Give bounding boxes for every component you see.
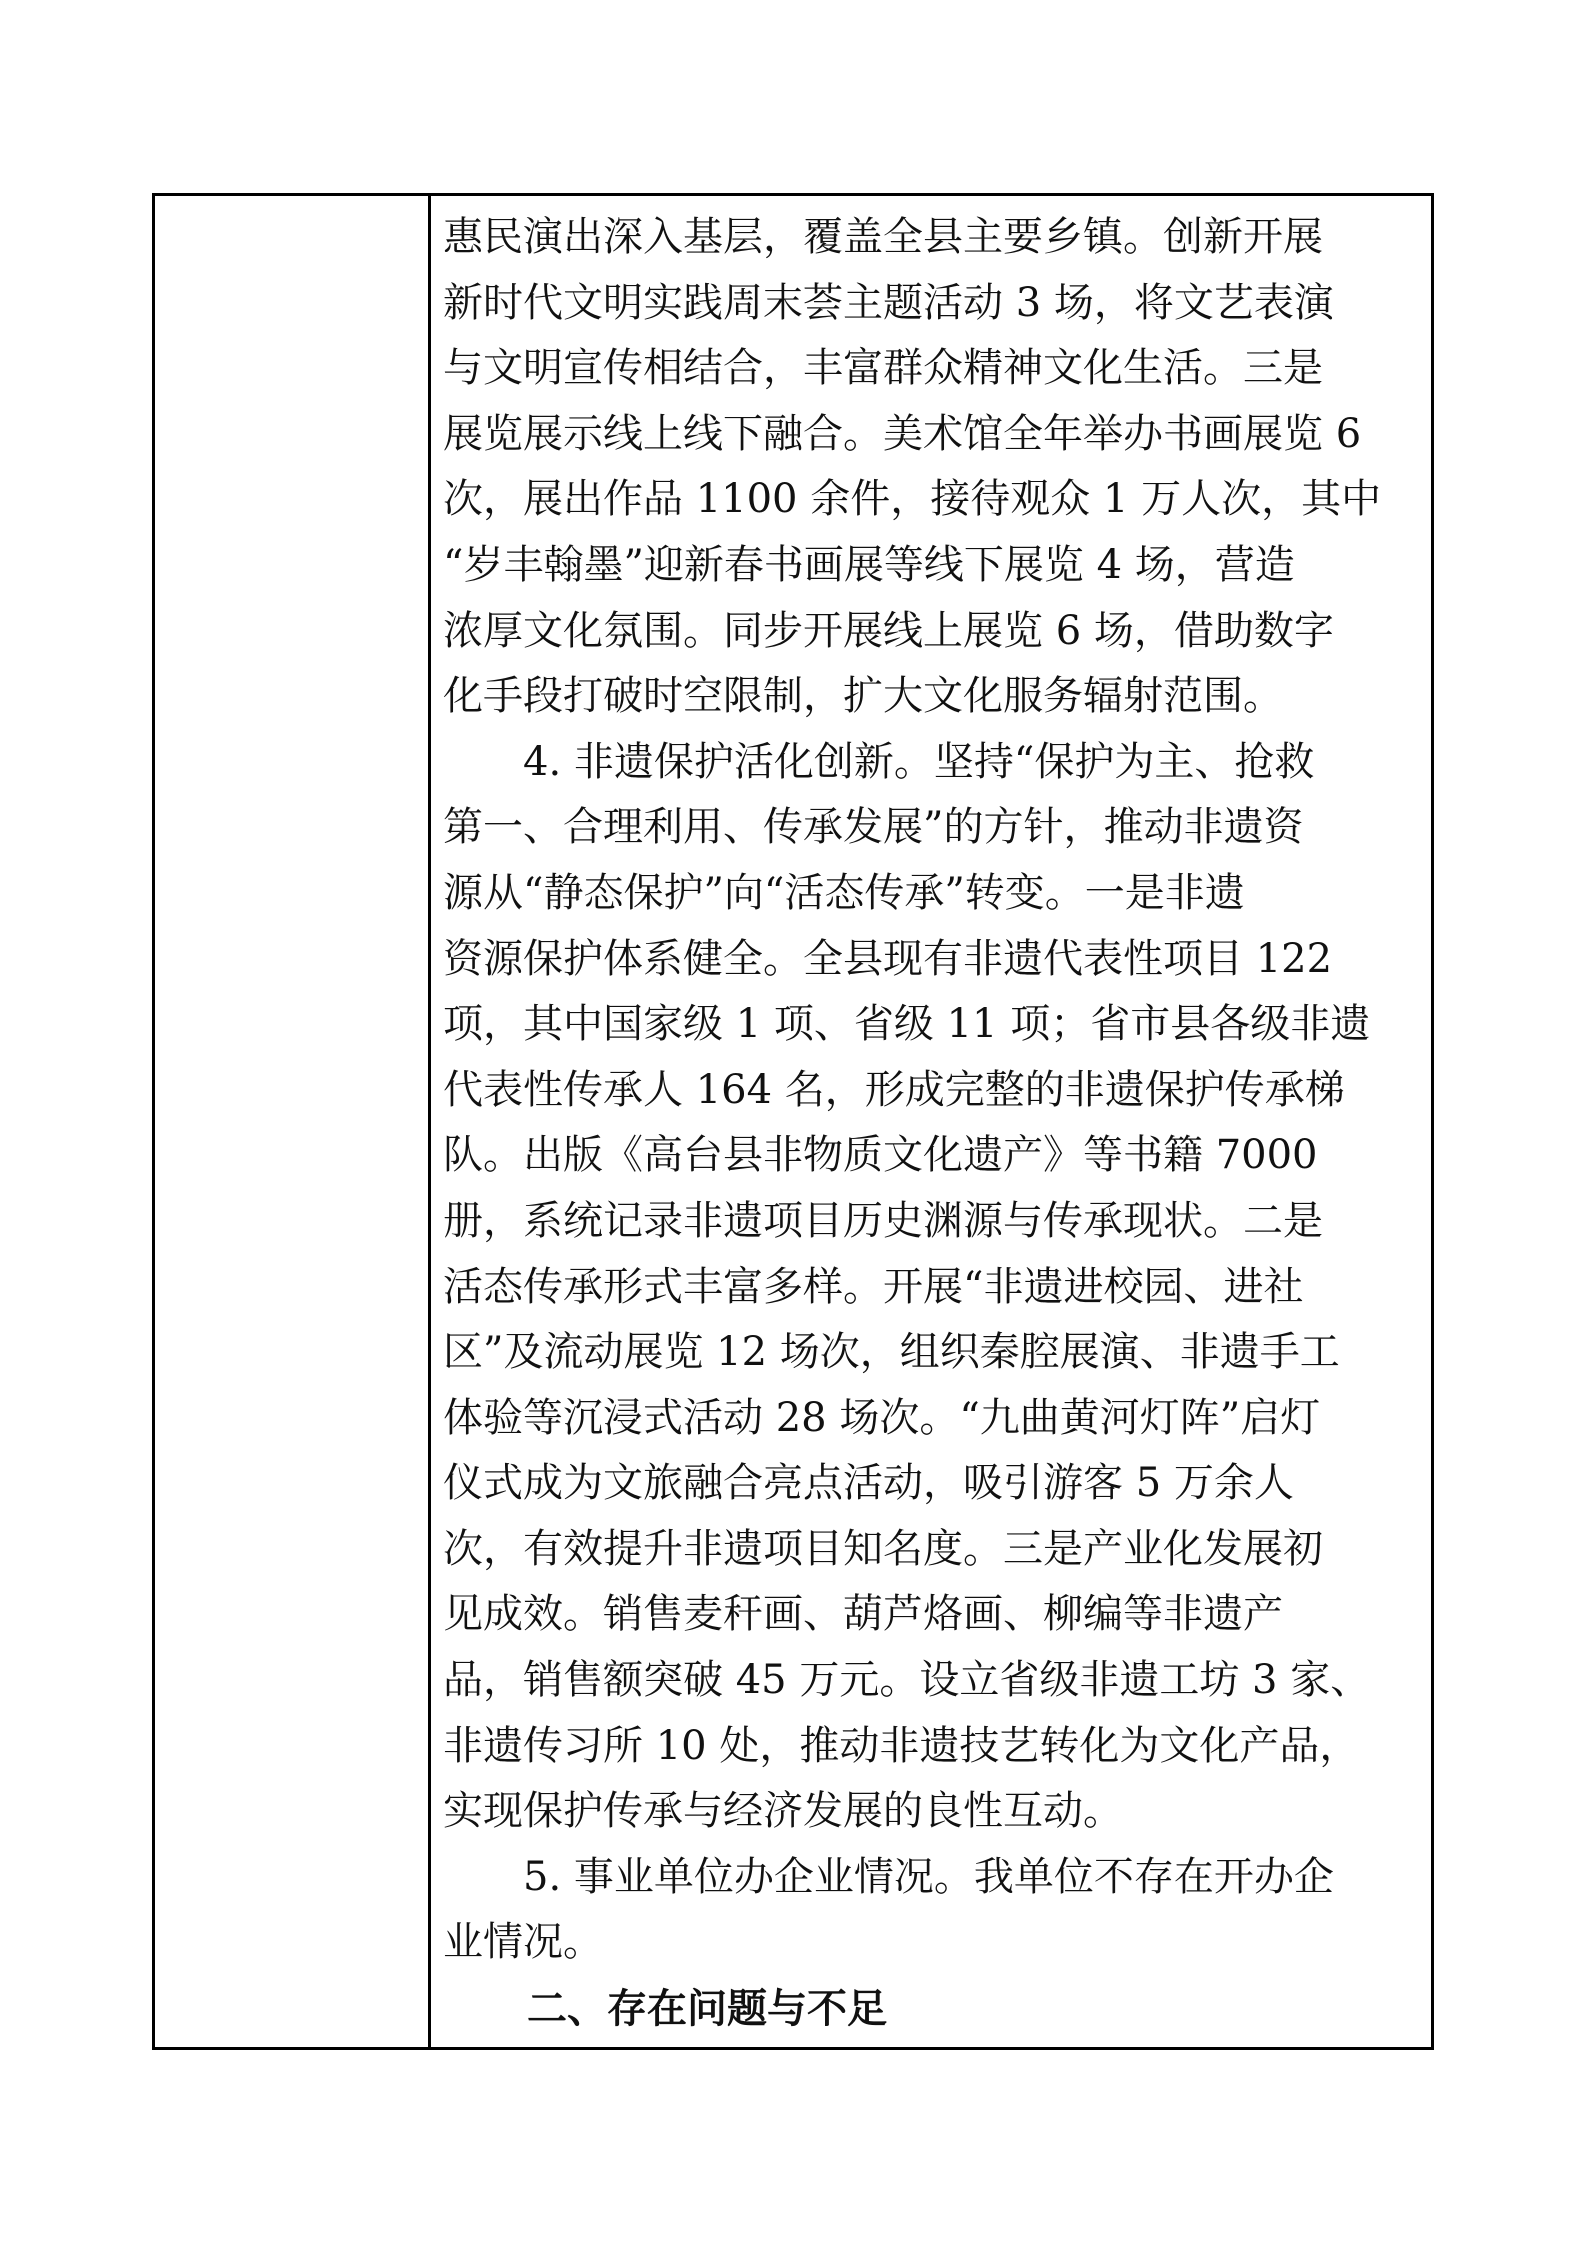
text-line: 次，展出作品 1100 余件，接待观众 1 万人次，其中 <box>443 476 1382 523</box>
text-line: 区”及流动展览 12 场次，组织秦腔展演、非遗手工 <box>443 1329 1340 1376</box>
text-line: 活态传承形式丰富多样。开展“非遗进校园、进社 <box>443 1263 1304 1310</box>
right-content-cell <box>443 205 1423 2042</box>
text-line: 非遗传习所 10 处，推动非遗技艺转化为文化产品， <box>443 1722 1360 1769</box>
text-line: 项，其中国家级 1 项、省级 11 项；省市县各级非遗 <box>443 1001 1371 1048</box>
text-line: 见成效。销售麦秆画、葫芦烙画、柳编等非遗产 <box>443 1591 1283 1638</box>
text-line: 惠民演出深入基层，覆盖全县主要乡镇。创新开展 <box>443 214 1323 260</box>
text-line: 品，销售额突破 45 万元。设立省级非遗工坊 3 家、 <box>443 1657 1371 1704</box>
text-line: 业情况。 <box>443 1919 603 1966</box>
text-line: 4. 非遗保护活化创新。坚持“保护为主、抢救 <box>443 738 1315 785</box>
text-line: 源从“静态保护”向“活态传承”转变。一是非遗 <box>443 869 1245 916</box>
text-line: 5. 事业单位办企业情况。我单位不存在开办企 <box>443 1853 1334 1900</box>
section-heading: 二、存在问题与不足 <box>527 1986 887 2033</box>
text-line: 与文明宣传相结合，丰富群众精神文化生活。三是 <box>443 345 1323 392</box>
text-line: 队。出版《高台县非物质文化遗产》等书籍 7000 <box>443 1132 1318 1179</box>
text-line: 仪式成为文旅融合亮点活动，吸引游客 5 万余人 <box>443 1460 1294 1507</box>
text-line: 浓厚文化氛围。同步开展线上展览 6 场，借助数字 <box>443 607 1334 654</box>
text-line: “岁丰翰墨”迎新春书画展等线下展览 4 场，营造 <box>443 541 1295 588</box>
text-line: 实现保护传承与经济发展的良性互动。 <box>443 1788 1123 1835</box>
text-line: 体验等沉浸式活动 28 场次。“九曲黄河灯阵”启灯 <box>443 1394 1321 1441</box>
text-line: 新时代文明实践周末荟主题活动 3 场，将文艺表演 <box>443 279 1334 326</box>
column-divider <box>428 193 431 2050</box>
text-line: 化手段打破时空限制，扩大文化服务辐射范围。 <box>443 673 1283 720</box>
text-line: 册，系统记录非遗项目历史渊源与传承现状。二是 <box>443 1197 1323 1244</box>
text-line: 资源保护体系健全。全县现有非遗代表性项目 122 <box>443 935 1333 982</box>
left-empty-cell <box>155 196 428 2047</box>
text-line: 次，有效提升非遗项目知名度。三是产业化发展初 <box>443 1525 1323 1572</box>
text-line: 代表性传承人 164 名，形成完整的非遗保护传承梯 <box>443 1066 1345 1113</box>
text-line: 展览展示线上线下融合。美术馆全年举办书画展览 6 <box>443 410 1362 457</box>
text-line: 第一、合理利用、传承发展”的方针，推动非遗资 <box>443 804 1304 851</box>
